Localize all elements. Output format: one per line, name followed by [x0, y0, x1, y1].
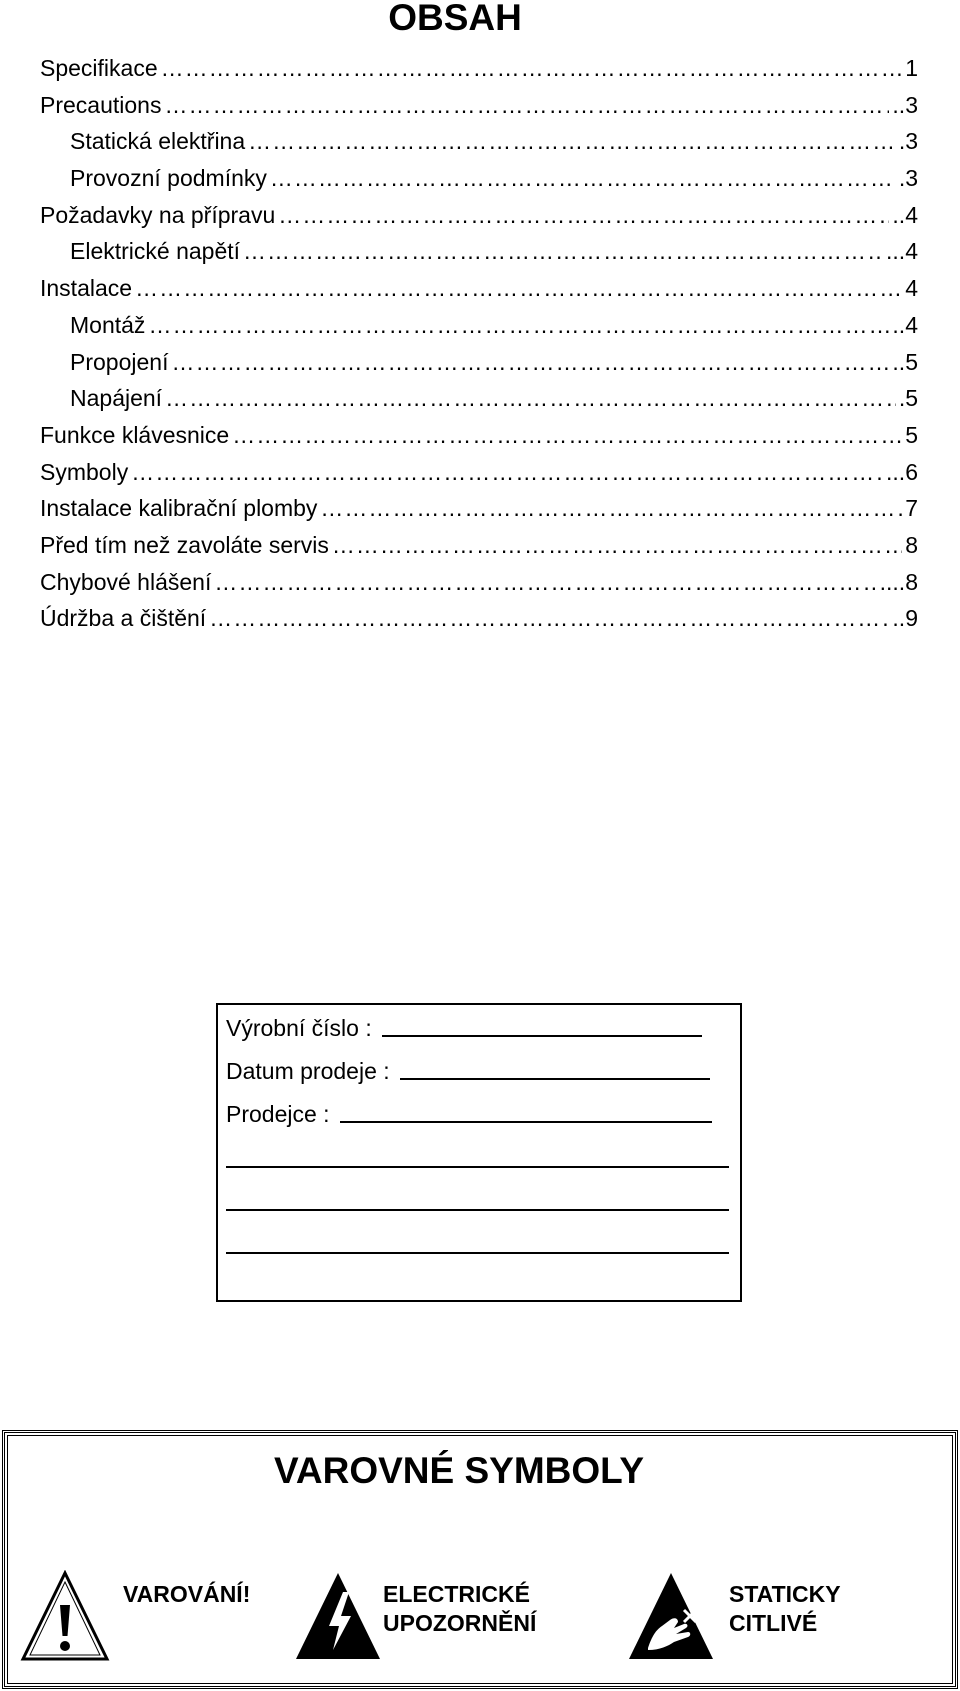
toc-entry-page: ..9 [892, 605, 918, 632]
toc-entry-label: Instalace kalibrační plomby [40, 495, 318, 522]
toc-leader-dots [243, 233, 883, 270]
electric-shock-icon [293, 1570, 383, 1662]
toc-entry-label: Funkce klávesnice [40, 421, 230, 448]
toc-entry[interactable] [40, 380, 918, 417]
toc-entry-page: .5 [898, 385, 918, 412]
table-of-contents [40, 50, 918, 637]
toc-entry[interactable] [40, 160, 918, 197]
toc-entry-page: 1 [905, 55, 918, 81]
toc-entry-page: .3 [898, 165, 918, 192]
toc-entry[interactable] [40, 600, 918, 637]
toc-leader-dots [209, 600, 889, 637]
toc-entry[interactable] [40, 307, 918, 344]
warning-symbols-title: VAROVNÉ SYMBOLY [273, 1450, 645, 1491]
toc-entry-label: Montáž [70, 311, 146, 338]
toc-entry-label: Statická elektřina [70, 128, 246, 155]
static-label-line1: STATICKY [729, 1581, 841, 1607]
electric-label-line2: UPOZORNĚNÍ [383, 1610, 537, 1636]
toc-entry-label: Požadavky na přípravu [40, 201, 276, 228]
toc-entry-page: ...4 [886, 238, 918, 265]
toc-entry-label: Chybové hlášení [40, 568, 212, 595]
toc-leader-dots [165, 380, 896, 417]
toc-entry[interactable] [40, 123, 918, 160]
toc-entry-label: Před tím než zavoláte servis [40, 531, 329, 558]
toc-entry-page: 5 [905, 421, 918, 448]
toc-entry-label: Provozní podmínky [70, 165, 267, 192]
toc-entry-page: ..4 [892, 201, 918, 228]
toc-entry[interactable] [40, 233, 918, 270]
blank-line-3 [226, 1252, 729, 1254]
static-sensitive-icon [626, 1570, 716, 1662]
toc-entry-label: Precautions [40, 91, 162, 118]
toc-entry-page: ..4 [892, 311, 918, 338]
toc-entry-page: 8 [905, 531, 918, 558]
toc-entry-page: 4 [905, 275, 918, 302]
blank-line-1 [226, 1166, 729, 1168]
toc-leader-dots [214, 564, 876, 601]
toc-entry-label: Elektrické napětí [70, 238, 241, 265]
seller-field[interactable] [340, 1121, 712, 1123]
toc-entry-page: .3 [898, 128, 918, 155]
toc-entry[interactable] [40, 50, 918, 87]
electric-label-line1: ELECTRICKÉ [383, 1581, 530, 1607]
static-label-line2: CITLIVÉ [729, 1610, 818, 1636]
warning-label: VAROVÁNÍ! [123, 1581, 251, 1607]
toc-entry[interactable] [40, 490, 918, 527]
toc-leader-dots [232, 417, 902, 454]
toc-leader-dots [161, 50, 903, 87]
toc-entry-page: ...6 [886, 458, 918, 485]
toc-entry[interactable] [40, 417, 918, 454]
warning-triangle-icon [20, 1570, 110, 1662]
toc-entry-label: Údržba a čištění [40, 605, 207, 632]
toc-leader-dots [248, 123, 896, 160]
toc-entry[interactable] [40, 87, 918, 124]
toc-leader-dots [270, 160, 896, 197]
toc-leader-dots [131, 454, 883, 491]
toc-leader-dots [171, 344, 889, 381]
toc-leader-dots [320, 490, 902, 527]
seller-row [226, 1100, 712, 1128]
toc-entry-label: Napájení [70, 385, 163, 412]
serial-number-field[interactable] [382, 1035, 702, 1037]
toc-entry[interactable] [40, 197, 918, 234]
toc-leader-dots [332, 527, 902, 564]
toc-entry-label: Symboly [40, 458, 129, 485]
serial-number-row [226, 1014, 702, 1042]
toc-entry[interactable] [40, 270, 918, 307]
toc-leader-dots [135, 270, 902, 307]
page-title: OBSAH [388, 0, 522, 38]
seller-label: Prodejce : [226, 1101, 330, 1127]
sale-info-box [216, 1003, 742, 1302]
toc-entry[interactable] [40, 454, 918, 491]
toc-entry-page: ..5 [892, 348, 918, 375]
toc-entry[interactable] [40, 344, 918, 381]
toc-entry-page: ....8 [879, 568, 918, 595]
toc-leader-dots [148, 307, 889, 344]
toc-entry-page: 7 [905, 495, 918, 522]
toc-leader-dots [164, 87, 889, 124]
toc-entry[interactable] [40, 564, 918, 601]
toc-entry-label: Propojení [70, 348, 169, 375]
sale-date-row [226, 1057, 710, 1085]
toc-entry-label: Specifikace [40, 55, 158, 81]
blank-line-2 [226, 1209, 729, 1211]
toc-entry-label: Instalace [40, 275, 133, 302]
sale-date-field[interactable] [400, 1078, 710, 1080]
toc-entry-page: ..3 [892, 91, 918, 118]
toc-entry[interactable] [40, 527, 918, 564]
toc-leader-dots [278, 197, 889, 234]
sale-date-label: Datum prodeje : [226, 1058, 390, 1084]
serial-number-label: Výrobní číslo : [226, 1015, 372, 1041]
